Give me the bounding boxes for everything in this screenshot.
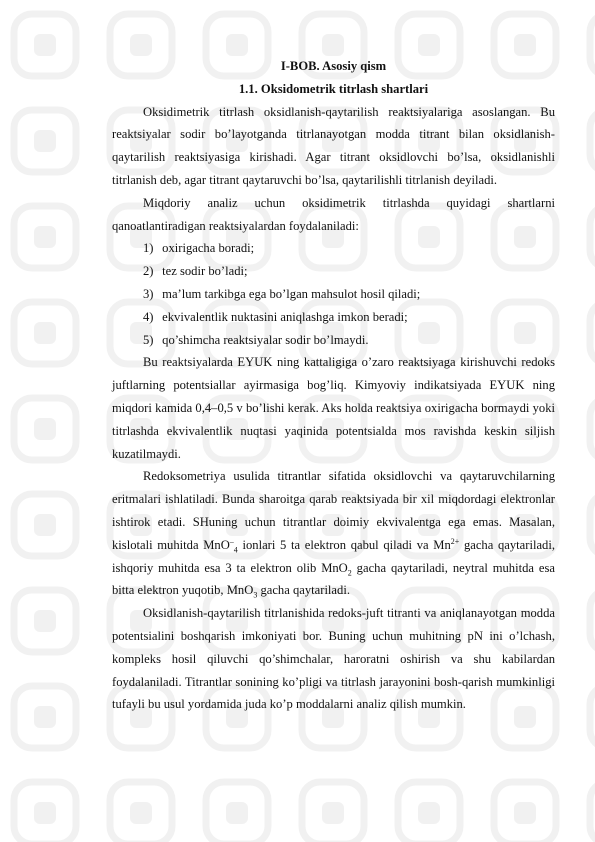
- paragraph-redoxometry: Redoksometriya usulida titrantlar sifatida oksidlovchi va qaytaruvchilarning eritmalari ishlatiladi. Bunda sharoitga qarab reaktsiyada bir xil miqdordagi elektronlar ishtirok etadi. SHuning uchun titrantlar doimiy ekvivalentga ega emas. Masalan, kislotali muhitda MnO–$_4$ ionlari 5 ta elektron qabul qiladi va $Mn^{2+}$ gacha qaytariladi, ishqoriy muhitda esa 3 ta elektron olib MnO$_2$ gacha qaytariladi, neytral muhitda esa bitta elektron yuqotib, MnO$_3$ gacha qaytariladi.: [112, 469, 555, 600]
- document-page: [112, 55, 555, 716]
- section-title: 1.1. Oksidometrik titrlash shartlari: [238, 81, 429, 96]
- list-item: 5) qo’shimcha reaktsiyalar sodir bo’lmaydi.: [143, 332, 369, 347]
- paragraph-intro: Oksidimetrik titrlash oksidlanish-qaytarilish reaktsiyalariga asoslangan. Bu reaktsiyalar sodir bo’layotganda titrlanayotgan modda titrant bilan oksidlanish-qaytarilish reaktsiyasiga kirishadi. Agar titrant oksidlovchi bo’lsa, oksidlanishli titrlanish deb, agar titrant qaytaruvchi bo’lsa, qaytarilishli titrlanish deyiladi.: [112, 104, 555, 187]
- paragraph-emf: Bu reaktsiyalarda EYUK ning kattaligiga o’zaro reaktsiyaga kirishuvchi redoks juftlarning potentsiallar ayirmasiga bog’liq. Kimyoviy indikatsiyada EYUK ning miqdori kamida 0,4–0,5 v bo’lishi kerak. Aks holda reaktsiya oxirigacha bormaydi yoki titrlashda ekvivalentlik nuqtasi yaqinida potentsialda mos ravishda keskin siljish kuzatilmaydi.: [112, 355, 555, 461]
- chapter-title: I-BOB. Asosiy qism: [280, 59, 387, 73]
- paragraph-conditions: Miqdoriy analiz uchun oksidimetrik titrlashda quyidagi shartlarni qanoatlantiradigan reaktsiyalardan foydalaniladi:: [112, 195, 555, 233]
- list-item: 1) oxirigacha boradi;: [143, 241, 255, 256]
- list-item: 2) tez sodir bo’ladi;: [143, 264, 248, 279]
- list-item: 4) ekvivalentlik nuktasini aniqlashga imkon beradi;: [143, 309, 408, 324]
- conditions-list: [112, 237, 555, 351]
- paragraph-control: Oksidlanish-qaytarilish titrlanishida redoks-juft titranti va aniqlanayotgan modda potentsialini boshqarish imkoniyati bor. Buning uchun muhitning pN ini o’lchash, kompleks hosil qiluvchi qo’shimchalar, haroratni oshirish va shu kabilardan foydalaniladi. Titrantlar sonining ko’pligi va titrlash jarayonini bosh-qarish mumkinligi tufayli bu usul yordamida juda ko’p moddalarni analiz qilish mumkin.: [112, 606, 555, 712]
- list-item: 3) ma’lum tarkibga ega bo’lgan mahsulot hosil qiladi;: [143, 286, 421, 301]
